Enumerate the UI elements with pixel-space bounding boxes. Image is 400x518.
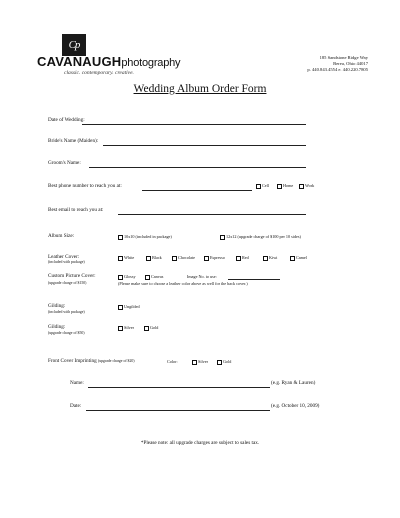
grooms-name-field[interactable] <box>89 167 306 168</box>
checkbox[interactable] <box>256 184 261 189</box>
checkbox[interactable] <box>299 184 304 189</box>
gilding-label: Gilding: <box>48 303 66 309</box>
front-imprint-sub: (upgrade charge of $20) <box>98 359 135 363</box>
name-example: (e.g. Ryan & Lauren) <box>271 380 316 386</box>
image-no-field[interactable] <box>228 279 280 280</box>
date-of-wedding-label: Date of Wedding: <box>48 117 85 123</box>
option-label: Gold <box>150 325 159 330</box>
front-gold[interactable] <box>217 359 231 365</box>
brides-name-label: Bride's Name (Maiden): <box>48 138 99 144</box>
checkbox[interactable] <box>172 256 177 261</box>
checkbox[interactable] <box>217 360 222 365</box>
front-color-label: Color: <box>167 359 178 364</box>
option-label: 12x12 (upgrade charge of $100 per 10 sides) <box>226 234 301 239</box>
phone-option-work[interactable] <box>299 183 314 189</box>
leather-camel[interactable] <box>290 255 307 261</box>
option-label: Canvas <box>151 274 164 279</box>
checkbox[interactable] <box>118 275 123 280</box>
checkbox[interactable] <box>220 235 225 240</box>
option-label: Gold <box>223 359 232 364</box>
leather-cover-sub: (included with package) <box>48 260 85 264</box>
checkbox[interactable] <box>146 256 151 261</box>
custom-canvas[interactable] <box>145 274 163 280</box>
checkbox[interactable] <box>263 256 268 261</box>
phone-option-cell[interactable] <box>256 183 269 189</box>
front-imprint-label: Front Cover Imprinting <box>48 358 97 364</box>
option-label: Work <box>305 183 315 188</box>
front-imprint-row <box>48 358 135 364</box>
gilding-upgrade-sub: (upgrade charge of $50) <box>48 331 85 335</box>
option-label: Ungilded <box>124 304 140 309</box>
sales-tax-note: *Please note: all upgrade charges are subject to sales tax. <box>140 440 260 446</box>
option-label: 10x10 (included in package) <box>124 234 172 239</box>
best-email-field[interactable] <box>118 214 306 215</box>
address-line-2: Berea, Ohio 44017 <box>333 61 368 66</box>
leather-white[interactable] <box>118 255 134 261</box>
checkbox[interactable] <box>118 235 123 240</box>
checkbox[interactable] <box>204 256 209 261</box>
checkbox[interactable] <box>290 256 295 261</box>
best-phone-field[interactable] <box>142 190 252 191</box>
gilding-gold[interactable] <box>144 325 158 331</box>
leather-red[interactable] <box>236 255 249 261</box>
brand-name <box>37 54 180 70</box>
checkbox[interactable] <box>144 326 149 331</box>
checkbox[interactable] <box>118 326 123 331</box>
best-email-label: Best email to reach you at: <box>48 207 104 213</box>
logo-mark: Cp <box>62 34 86 56</box>
date-label: Date: <box>70 403 82 409</box>
checkbox[interactable] <box>192 360 197 365</box>
image-no-label: Image No. to use: <box>187 274 217 279</box>
brand-strong: CAVANAUGH <box>37 54 122 69</box>
gilding-ungilded[interactable] <box>118 304 140 310</box>
album-size-10x10[interactable] <box>118 234 172 240</box>
leather-cover-label: Leather Cover: <box>48 254 80 260</box>
gilding-silver[interactable] <box>118 325 134 331</box>
date-field[interactable] <box>86 410 270 411</box>
brides-name-field[interactable] <box>103 145 306 146</box>
checkbox[interactable] <box>118 305 123 310</box>
studio-address <box>307 55 368 73</box>
option-label: Kiwi <box>269 255 278 260</box>
option-label: Espresso <box>210 255 225 260</box>
custom-glossy[interactable] <box>118 274 136 280</box>
name-field[interactable] <box>88 387 270 388</box>
album-size-label: Album Size: <box>48 233 75 239</box>
checkbox[interactable] <box>145 275 150 280</box>
option-label: Home <box>283 183 294 188</box>
option-label: Silver <box>124 325 135 330</box>
date-of-wedding-field[interactable] <box>82 124 306 125</box>
checkbox[interactable] <box>236 256 241 261</box>
gilding-upgrade-label: Gilding: <box>48 324 66 330</box>
option-label: White <box>124 255 135 260</box>
brand-light: photography <box>121 57 181 69</box>
name-label: Name: <box>70 380 84 386</box>
date-example: (e.g. October 10, 2009) <box>271 403 320 409</box>
option-label: Red <box>242 255 249 260</box>
gilding-sub: (included with package) <box>48 310 85 314</box>
address-line-1: 185 Sandstone Ridge Way <box>319 55 368 60</box>
leather-kiwi[interactable] <box>263 255 277 261</box>
custom-cover-label: Custom Picture Cover: <box>48 273 96 279</box>
checkbox[interactable] <box>277 184 282 189</box>
brand-tagline: classic. contemporary. creative. <box>64 70 134 76</box>
option-label: Camel <box>296 255 307 260</box>
option-label: Silver <box>198 359 209 364</box>
album-size-12x12[interactable] <box>220 234 301 240</box>
phone-line: p. 440.843.4554 e. 440.220.7805 <box>307 67 368 72</box>
custom-cover-note: (Please make sure to choose a leather color above as well for the back cover.) <box>118 281 248 286</box>
checkbox[interactable] <box>118 256 123 261</box>
option-label: Glossy <box>124 274 136 279</box>
custom-cover-sub: (upgrade charge of $150) <box>48 281 87 285</box>
option-label: Black <box>152 255 162 260</box>
option-label: Chocolate <box>178 255 195 260</box>
phone-option-home[interactable] <box>277 183 293 189</box>
leather-chocolate[interactable] <box>172 255 195 261</box>
leather-black[interactable] <box>146 255 162 261</box>
front-silver[interactable] <box>192 359 208 365</box>
grooms-name-label: Groom's Name: <box>48 160 81 166</box>
form-title: Wedding Album Order Form <box>133 83 267 95</box>
best-phone-label: Best phone number to reach you at: <box>48 183 122 189</box>
leather-espresso[interactable] <box>204 255 225 261</box>
option-label: Cell <box>262 183 269 188</box>
